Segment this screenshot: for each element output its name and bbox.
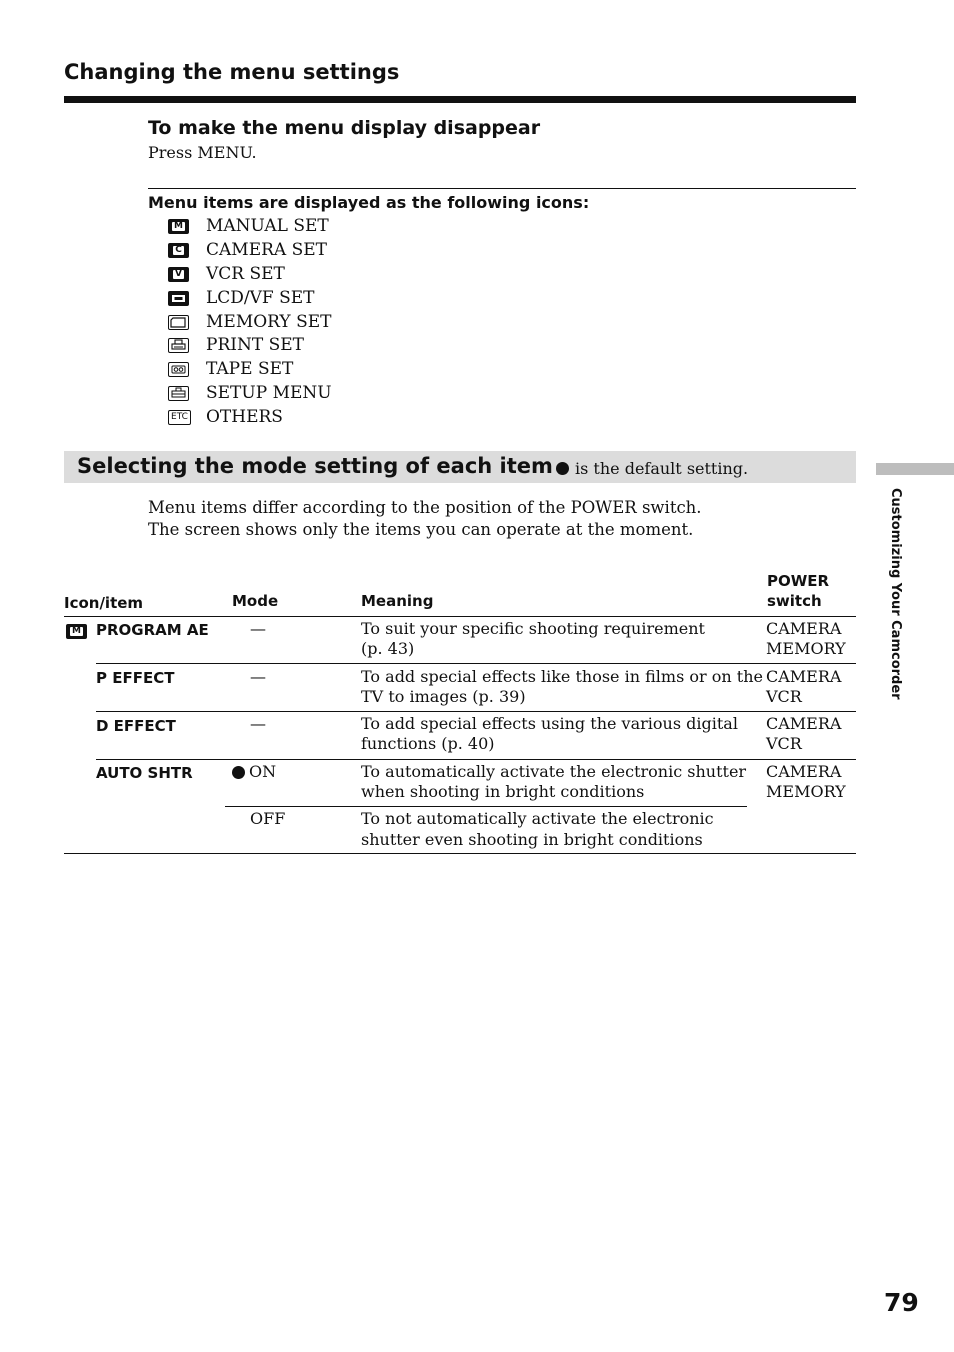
icon-list-item-vcr-set <box>168 262 285 286</box>
icon-list-item-setup-menu <box>168 381 332 405</box>
row-meaning-line1: To add special effects using the various digital <box>361 714 738 733</box>
row-meaning-line1: To add special effects like those in films or on the <box>361 667 763 686</box>
disappear-text: Press MENU. <box>148 143 257 162</box>
table-bottom-rule <box>64 853 856 854</box>
row-power-line1: CAMERA <box>766 762 842 781</box>
disappear-heading: To make the menu display disappear <box>148 117 541 139</box>
mode-section-heading: Selecting the mode setting of each item <box>77 454 553 478</box>
intro-line-1: Menu items differ according to the position of the POWER switch. <box>148 498 702 517</box>
icon-label: LCD/VF SET <box>206 288 315 308</box>
print-set-icon <box>168 338 189 353</box>
row-item: P EFFECT <box>96 669 175 687</box>
row-divider <box>225 806 747 807</box>
column-header-meaning: Meaning <box>361 592 434 610</box>
row-mode-default <box>232 762 276 782</box>
row-power-line1: CAMERA <box>766 619 842 638</box>
row-item: D EFFECT <box>96 717 176 735</box>
icon-list-item-manual-set <box>168 214 329 238</box>
side-tab-marker <box>876 463 954 475</box>
manual-set-icon: M <box>66 624 87 639</box>
setup-menu-icon <box>168 386 189 401</box>
icon-label: TAPE SET <box>206 359 294 379</box>
side-section-label: Customizing Your Camcorder <box>888 488 903 700</box>
row-divider <box>96 663 856 664</box>
row-mode: — <box>250 667 266 686</box>
icon-label: PRINT SET <box>206 335 304 355</box>
row-meaning-line2: TV to images (p. 39) <box>361 687 526 706</box>
row-item: PROGRAM AE <box>96 621 209 639</box>
table-header-rule <box>64 616 856 617</box>
icons-heading: Menu items are displayed as the following icons: <box>148 193 590 212</box>
row-item: AUTO SHTR <box>96 764 193 782</box>
icon-list-item-others <box>168 405 283 429</box>
icon-label: OTHERS <box>206 407 283 427</box>
manual-set-icon: M <box>168 219 189 234</box>
row-meaning-line2: (p. 43) <box>361 639 415 658</box>
icon-list-item-print-set <box>168 333 304 357</box>
row-divider <box>96 759 856 760</box>
vcr-set-icon: V <box>168 267 189 282</box>
row-mode: ON <box>249 762 277 781</box>
tape-set-icon <box>168 362 189 377</box>
default-setting-note <box>556 459 748 478</box>
row-mode: OFF <box>250 809 286 828</box>
icon-label: SETUP MENU <box>206 383 332 403</box>
row-power-line2: VCR <box>766 687 802 706</box>
row-mode: — <box>250 714 266 733</box>
column-header-icon-item: Icon/item <box>64 594 144 612</box>
icon-list-item-camera-set <box>168 238 327 262</box>
row-meaning-line2: functions (p. 40) <box>361 734 495 753</box>
row-power-line2: MEMORY <box>766 639 846 658</box>
row-meaning-line1: To suit your specific shooting requirement <box>361 619 705 638</box>
icon-label: MANUAL SET <box>206 216 329 236</box>
column-header-power-line2: switch <box>767 592 822 610</box>
page-number: 79 <box>884 1288 919 1317</box>
section-rule <box>64 96 856 103</box>
row-power-line2: MEMORY <box>766 782 846 801</box>
row-power-line1: CAMERA <box>766 667 842 686</box>
default-note-text: is the default setting. <box>575 459 749 478</box>
icon-list-item-tape-set <box>168 357 294 381</box>
column-header-mode: Mode <box>232 592 279 610</box>
memory-set-icon <box>168 315 189 330</box>
row-meaning-line2: when shooting in bright conditions <box>361 782 645 801</box>
column-header-power-line1: POWER <box>767 572 830 590</box>
lcd-vf-set-icon <box>168 291 189 306</box>
row-meaning-line1: To automatically activate the electronic shutter <box>361 762 747 781</box>
row-mode: — <box>250 619 266 638</box>
row-power-line1: CAMERA <box>766 714 842 733</box>
camera-set-icon: C <box>168 243 189 258</box>
intro-line-2: The screen shows only the items you can operate at the moment. <box>148 520 694 539</box>
icon-label: MEMORY SET <box>206 312 332 332</box>
section-header: Changing the menu settings <box>64 60 400 84</box>
row-power-line2: VCR <box>766 734 802 753</box>
row-meaning-line1: To not automatically activate the electronic <box>361 809 714 828</box>
default-dot-icon <box>232 766 245 779</box>
icon-list-item-lcd-vf-set <box>168 286 315 310</box>
others-icon: ETC <box>168 410 191 425</box>
default-dot-icon <box>556 462 569 475</box>
icon-label: CAMERA SET <box>206 240 327 260</box>
icons-rule <box>148 188 856 189</box>
row-meaning-line2: shutter even shooting in bright conditions <box>361 830 703 849</box>
icon-label: VCR SET <box>206 264 285 284</box>
icon-list-item-memory-set <box>168 310 332 334</box>
row-divider <box>96 711 856 712</box>
